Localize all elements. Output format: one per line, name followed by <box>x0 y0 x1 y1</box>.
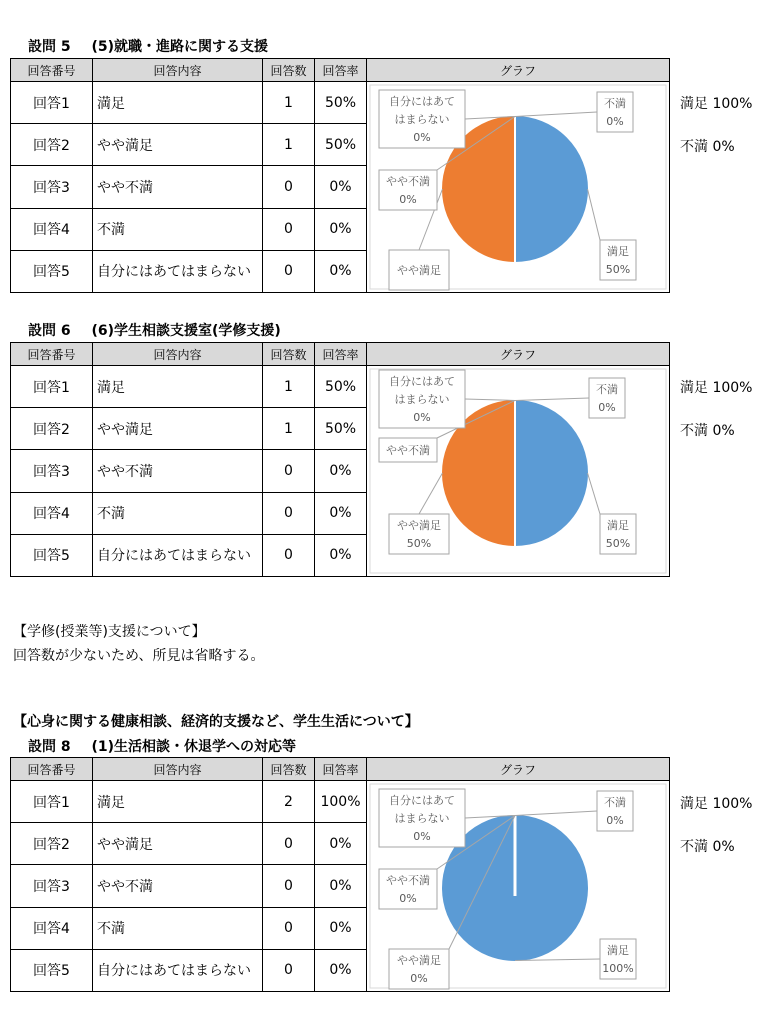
answer-rate: 0% <box>315 250 367 292</box>
data-label: やや不満 <box>386 175 430 188</box>
answer-content: やや不満 <box>93 166 263 208</box>
answer-count: 0 <box>263 492 315 534</box>
data-label: 満足 <box>607 245 629 258</box>
table-row <box>11 82 670 124</box>
life-section-heading: 【心身に関する健康相談、経済的支援など、学生生活について】 <box>13 714 419 730</box>
answer-rate: 0% <box>315 208 367 250</box>
answer-no: 回答4 <box>11 208 93 250</box>
data-label: 0% <box>413 830 431 843</box>
answer-no: 回答1 <box>11 781 93 823</box>
pie-chart <box>367 781 669 991</box>
answer-no: 回答1 <box>11 366 93 408</box>
question-6-table <box>10 342 670 577</box>
data-label: やや満足 <box>397 264 441 277</box>
answer-count: 2 <box>263 781 315 823</box>
answer-count: 1 <box>263 124 315 166</box>
answer-content: やや不満 <box>93 450 263 492</box>
answer-count: 0 <box>263 949 315 991</box>
header-content: 回答内容 <box>93 343 263 366</box>
answer-rate: 50% <box>315 366 367 408</box>
answer-content: 自分にはあてはまらない <box>93 534 263 576</box>
answer-no: 回答3 <box>11 166 93 208</box>
header-count: 回答数 <box>263 343 315 366</box>
data-label: 50% <box>605 537 631 550</box>
question-5-title <box>28 36 268 56</box>
study-support-comment: 回答数が少ないため、所見は省略する。 <box>13 648 265 664</box>
data-label: はまらない <box>394 812 450 825</box>
answer-no: 回答4 <box>11 492 93 534</box>
answer-content: 自分にはあてはまらない <box>93 949 263 991</box>
question-label: 設問 8 <box>28 739 71 755</box>
question-title: (5)就職・進路に関する支援 <box>91 39 269 55</box>
summary-dissatisfied: 不満 0% <box>680 139 735 155</box>
header-graph: グラフ <box>367 343 670 366</box>
data-label: 0% <box>606 814 624 827</box>
summary-dissatisfied: 不満 0% <box>680 839 735 855</box>
question-label: 設問 5 <box>28 39 71 55</box>
data-label: はまらない <box>394 393 450 406</box>
question-label: 設問 6 <box>28 323 71 339</box>
graph-cell <box>367 82 670 293</box>
answer-content: 不満 <box>93 492 263 534</box>
answer-count: 1 <box>263 366 315 408</box>
answer-count: 0 <box>263 166 315 208</box>
answer-no: 回答3 <box>11 865 93 907</box>
data-label: 0% <box>399 892 417 905</box>
answer-count: 0 <box>263 823 315 865</box>
header-content: 回答内容 <box>93 59 263 82</box>
answer-no: 回答2 <box>11 408 93 450</box>
data-label: 50% <box>605 263 631 276</box>
answer-rate: 0% <box>315 865 367 907</box>
pie-chart <box>367 366 669 576</box>
answer-rate: 0% <box>315 492 367 534</box>
question-title: (1)生活相談・休退学への対応等 <box>91 739 297 755</box>
answer-no: 回答1 <box>11 82 93 124</box>
data-label: やや不満 <box>386 444 430 457</box>
answer-no: 回答4 <box>11 907 93 949</box>
header-graph: グラフ <box>367 59 670 82</box>
answer-no: 回答3 <box>11 450 93 492</box>
header-no: 回答番号 <box>11 59 93 82</box>
answer-no: 回答2 <box>11 823 93 865</box>
data-label: 0% <box>413 411 431 424</box>
summary-satisfied: 満足 100% <box>680 796 753 812</box>
question-5-table <box>10 58 670 293</box>
answer-count: 0 <box>263 208 315 250</box>
data-label: 不満 <box>604 97 626 110</box>
data-label: はまらない <box>394 113 450 126</box>
question-title: (6)学生相談支援室(学修支援) <box>91 323 281 339</box>
question-8-title <box>28 736 296 756</box>
data-label: 0% <box>399 193 417 206</box>
table-row <box>11 366 670 408</box>
pie-chart <box>367 82 669 292</box>
question-8-table <box>10 757 670 992</box>
header-rate: 回答率 <box>315 343 367 366</box>
data-label: 自分にはあて <box>389 95 455 108</box>
answer-count: 1 <box>263 82 315 124</box>
answer-rate: 0% <box>315 907 367 949</box>
summary-satisfied: 満足 100% <box>680 380 753 396</box>
answer-content: 満足 <box>93 366 263 408</box>
data-label: 満足 <box>607 944 629 957</box>
data-label: 自分にはあて <box>389 375 455 388</box>
data-label: 満足 <box>607 519 629 532</box>
header-no: 回答番号 <box>11 343 93 366</box>
answer-no: 回答5 <box>11 250 93 292</box>
answer-content: やや満足 <box>93 124 263 166</box>
data-label: やや不満 <box>386 874 430 887</box>
header-count: 回答数 <box>263 758 315 781</box>
data-label: 不満 <box>596 383 618 396</box>
table-row <box>11 781 670 823</box>
answer-no: 回答5 <box>11 534 93 576</box>
answer-content: 満足 <box>93 82 263 124</box>
answer-content: 不満 <box>93 907 263 949</box>
answer-content: やや満足 <box>93 408 263 450</box>
header-no: 回答番号 <box>11 758 93 781</box>
answer-count: 0 <box>263 250 315 292</box>
answer-content: やや不満 <box>93 865 263 907</box>
data-label: やや満足 <box>397 954 441 967</box>
answer-rate: 0% <box>315 450 367 492</box>
header-rate: 回答率 <box>315 59 367 82</box>
data-label: やや満足 <box>397 519 441 532</box>
data-label: 不満 <box>604 796 626 809</box>
answer-count: 0 <box>263 450 315 492</box>
answer-count: 0 <box>263 907 315 949</box>
answer-rate: 50% <box>315 124 367 166</box>
answer-rate: 0% <box>315 534 367 576</box>
answer-rate: 0% <box>315 823 367 865</box>
answer-content: 不満 <box>93 208 263 250</box>
data-label: 0% <box>598 401 616 414</box>
answer-rate: 50% <box>315 408 367 450</box>
answer-content: 自分にはあてはまらない <box>93 250 263 292</box>
answer-content: 満足 <box>93 781 263 823</box>
answer-no: 回答5 <box>11 949 93 991</box>
answer-rate: 100% <box>315 781 367 823</box>
header-graph: グラフ <box>367 758 670 781</box>
header-count: 回答数 <box>263 59 315 82</box>
summary-dissatisfied: 不満 0% <box>680 423 735 439</box>
graph-cell <box>367 781 670 992</box>
answer-count: 1 <box>263 408 315 450</box>
graph-cell <box>367 366 670 577</box>
data-label: 0% <box>606 115 624 128</box>
summary-satisfied: 満足 100% <box>680 96 753 112</box>
answer-rate: 0% <box>315 166 367 208</box>
data-label: 50% <box>406 537 432 550</box>
header-content: 回答内容 <box>93 758 263 781</box>
data-label: 自分にはあて <box>389 794 455 807</box>
answer-no: 回答2 <box>11 124 93 166</box>
answer-content: やや満足 <box>93 823 263 865</box>
data-label: 0% <box>413 131 431 144</box>
answer-rate: 50% <box>315 82 367 124</box>
header-rate: 回答率 <box>315 758 367 781</box>
study-support-heading: 【学修(授業等)支援について】 <box>13 624 206 640</box>
data-label: 100% <box>602 962 634 975</box>
answer-count: 0 <box>263 534 315 576</box>
question-6-title <box>28 320 281 340</box>
answer-count: 0 <box>263 865 315 907</box>
data-label: 0% <box>410 972 428 985</box>
answer-rate: 0% <box>315 949 367 991</box>
